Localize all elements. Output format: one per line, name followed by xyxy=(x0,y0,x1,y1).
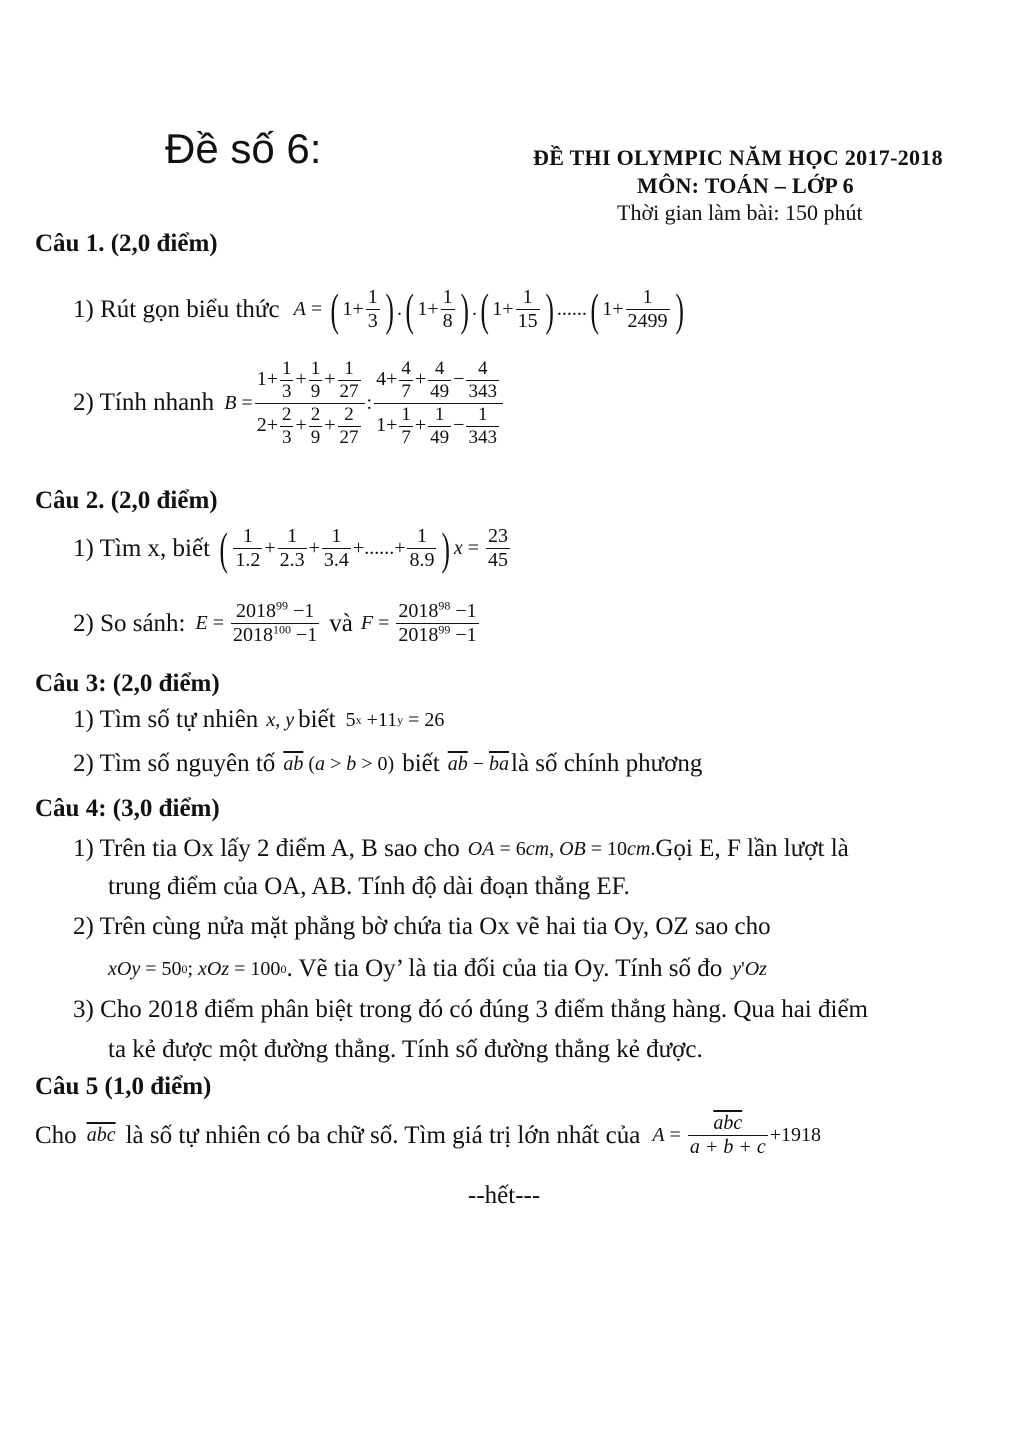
formula-a: A = ( 1+ $\frac{1}{3}$ ) . ( 1+ $\frac{1}{8}$ ) . ( 1+ $\frac{1}{15}$ ) ...... ( 1+ $\frac{1}{2499}$ ) xyxy=(293,283,684,335)
q3-part2-mid: biết xyxy=(402,750,440,777)
formula-sum: ( $\frac{1}{1.2}$ + $\frac{1}{2.3}$ + $\frac{1}{3.4}$ +......+ $\frac{1}{8.9}$ ) x = $\frac{23}{45}$ xyxy=(219,522,508,574)
q2-part2-label: 2) So sánh: xyxy=(73,609,186,637)
q1-part1 xyxy=(73,283,687,335)
q1-part2-label: 2) Tính nhanh xyxy=(73,389,215,417)
formula-angle-yoz: y ' Oz xyxy=(732,957,767,980)
q4-part1-text-b: Gọi E, F lần lượt là xyxy=(655,835,849,862)
q4-part2-text-b: . Vẽ tia Oy’ là tia đối của tia Oy. Tính số đo xyxy=(286,955,723,982)
formula-f: F = $\frac{2018^{98} -1}{2018^{99} -1}$ xyxy=(360,598,477,646)
q3-part1 xyxy=(73,706,444,734)
q4-part3-line1: 3) Cho 2018 điểm phân biệt trong đó có đúng 3 điểm thẳng hàng. Qua hai điểm xyxy=(73,996,868,1023)
q3-heading: Câu 3: (2,0 điểm) xyxy=(35,670,220,697)
q1-heading: Câu 1. (2,0 điểm) xyxy=(35,230,218,257)
q3-part2 xyxy=(73,750,702,778)
q1-part2 xyxy=(73,358,505,448)
q5-text-b: là số tự nhiên có ba chữ số. Tìm giá trị lớn nhất của xyxy=(125,1121,641,1149)
formula-diff: $\overline{ab}$ − $\overline{ba}$ xyxy=(447,752,509,775)
formula-angles: xOy = 50 0 ; xOz = 100 0 xyxy=(108,957,287,980)
q3-part1-mid: biết xyxy=(298,706,336,733)
end-marker: --hết--- xyxy=(468,1182,541,1209)
exam-subject: MÔN: TOÁN – LỚP 6 xyxy=(637,173,854,198)
q4-part3-line2: ta kẻ được một đường thẳng. Tính số đường thẳng kẻ được. xyxy=(108,1036,703,1063)
formula-ab: $\overline{ab}$ ( a > b > 0) xyxy=(283,752,395,775)
formula-q5: A = $\frac{\overline{abc}}{a + b + c}$ +1918 xyxy=(652,1112,821,1158)
formula-b: B = 1+ $\frac{1}{3}$ + $\frac{1}{9}$ + $\frac{1}{27}$ 2+ $\frac{2}{3}$ + $\frac{2}{9}$ + $\frac{2}{27}$ : 4+ $\frac{4}{7}$ + $\frac{4}{49}$ − $\frac{4}{343}$ 1+ $\frac{1}{7}$ + $\frac{1}{49}$ − $\frac{1}{343}$ xyxy=(224,358,505,448)
abc-number: $\overline{abc}$ xyxy=(86,1124,116,1146)
page-title: Đề số 6: xyxy=(165,125,322,172)
q4-part1-text-a: 1) Trên tia Ox lấy 2 điểm A, B sao cho xyxy=(73,835,460,862)
formula-exp: 5 x +11 y = 26 xyxy=(345,708,445,731)
q3-part1-label: 1) Tìm số tự nhiên xyxy=(73,706,259,733)
q2-part1-label: 1) Tìm x, biết xyxy=(73,534,211,562)
q4-part1-line2: trung điểm của OA, AB. Tính độ dài đoạn thẳng EF. xyxy=(108,873,630,900)
q3-part2-label: 2) Tìm số nguyên tố xyxy=(73,750,276,777)
q1-part1-label: 1) Rút gọn biểu thức xyxy=(73,295,280,323)
q5-text-a: Cho xyxy=(35,1121,77,1149)
q5-heading: Câu 5 (1,0 điểm) xyxy=(35,1073,212,1100)
q2-part1 xyxy=(73,522,512,574)
q4-part2-line2 xyxy=(108,955,767,983)
vars-xy: x, y xyxy=(266,708,295,731)
exam-duration: Thời gian làm bài: 150 phút xyxy=(617,200,863,225)
q2-heading: Câu 2. (2,0 điểm) xyxy=(35,487,218,514)
q4-part1-line1 xyxy=(73,835,849,863)
formula-oa-ob: OA = 6 cm , OB = 10 cm . xyxy=(467,837,656,860)
q5-text xyxy=(35,1112,821,1159)
q3-part2-end: là số chính phương xyxy=(511,750,703,777)
and-word: và xyxy=(329,609,353,637)
exam-title: ĐỀ THI OLYMPIC NĂM HỌC 2017-2018 xyxy=(533,145,943,170)
q2-part2 xyxy=(73,600,481,647)
formula-e: E = $\frac{2018^{99} -1}{2018^{100} -1}$ xyxy=(195,598,318,646)
q4-heading: Câu 4: (3,0 điểm) xyxy=(35,795,220,822)
q4-part2-line1: 2) Trên cùng nửa mặt phẳng bờ chứa tia Ox vẽ hai tia Oy, OZ sao cho xyxy=(73,913,771,940)
